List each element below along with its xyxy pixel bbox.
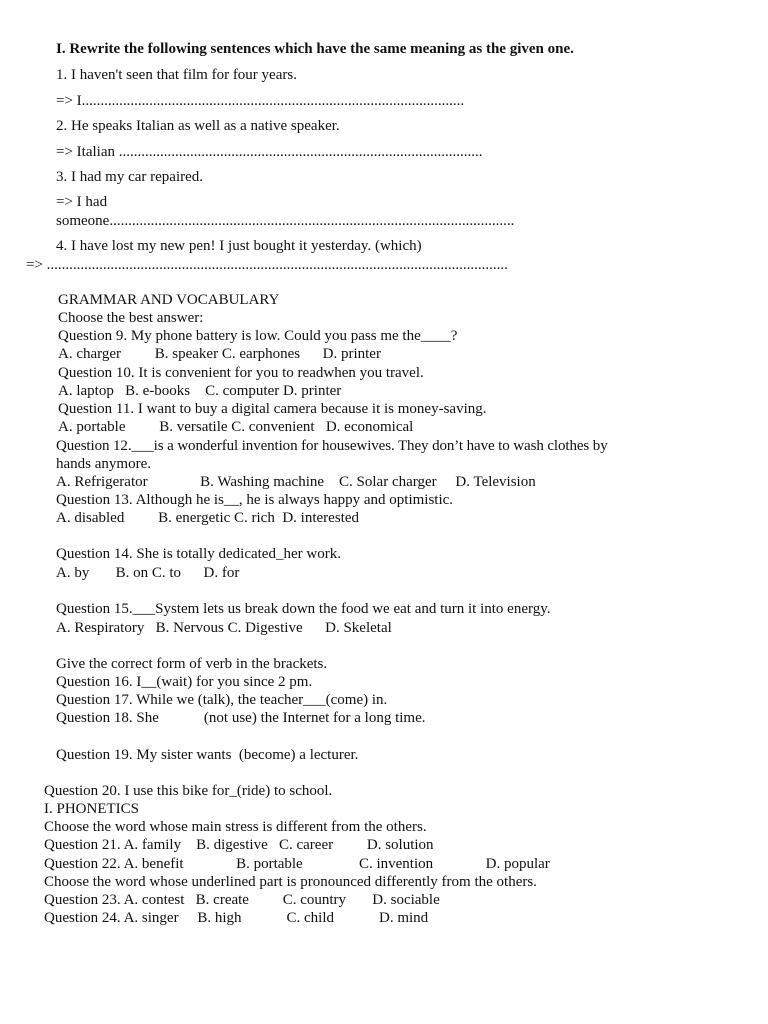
question-12-line1: Question 12.___is a wonderful invention for housewives. They don’t have to wash clothes by — [56, 438, 608, 454]
rewrite-question-2: 2. He speaks Italian as well as a native speaker. — [56, 118, 340, 134]
question-19: Question 19. My sister wants (become) a lecturer. — [56, 747, 359, 763]
question-10: Question 10. It is convenient for you to readwhen you travel. — [58, 365, 424, 381]
rewrite-question-1: 1. I haven't seen that film for four years. — [56, 67, 297, 83]
question-12-line2: hands anymore. — [56, 456, 151, 472]
question-11: Question 11. I want to buy a digital camera because it is money-saving. — [58, 401, 487, 417]
rewrite-answer-line-3b[interactable]: someone............................................................................................................ — [56, 213, 515, 229]
rewrite-answer-line-2[interactable]: => Italian ................................................................................................. — [56, 144, 483, 160]
grammar-instruction: Choose the best answer: — [58, 310, 204, 326]
question-12-options: A. Refrigerator B. Washing machine C. Solar charger D. Television — [56, 474, 536, 490]
question-17: Question 17. While we (talk), the teacher___(come) in. — [56, 692, 388, 708]
question-13: Question 13. Although he is__, he is always happy and optimistic. — [56, 492, 454, 508]
question-15-options: A. Respiratory B. Nervous C. Digestive D. Skeletal — [56, 620, 392, 636]
rewrite-heading: I. Rewrite the following sentences which have the same meaning as the given one. — [56, 41, 574, 57]
question-11-options: A. portable B. versatile C. convenient D. economical — [58, 419, 414, 435]
phonetics-instruction-pronunciation: Choose the word whose underlined part is pronounced differently from the others. — [44, 874, 537, 890]
question-14-options: A. by B. on C. to D. for — [56, 565, 240, 581]
rewrite-answer-line-3a[interactable]: => I had — [56, 194, 108, 210]
question-10-options: A. laptop B. e-books C. computer D. printer — [58, 383, 342, 399]
question-9: Question 9. My phone battery is low. Could you pass me the____? — [58, 328, 458, 344]
phonetics-instruction-stress: Choose the word whose main stress is different from the others. — [44, 819, 427, 835]
phonetics-heading: I. PHONETICS — [44, 801, 140, 817]
question-18: Question 18. She (not use) the Internet for a long time. — [56, 710, 426, 726]
rewrite-answer-line-4[interactable]: => ........................................................................................................................... — [26, 257, 508, 273]
question-13-options: A. disabled B. energetic C. rich D. interested — [56, 510, 359, 526]
question-14: Question 14. She is totally dedicated_her work. — [56, 546, 341, 562]
grammar-heading: GRAMMAR AND VOCABULARY — [58, 292, 280, 308]
question-9-options: A. charger B. speaker C. earphones D. printer — [58, 346, 381, 362]
rewrite-answer-line-1[interactable]: => I...................................................................................................... — [56, 93, 465, 109]
question-21: Question 21. A. family B. digestive C. career D. solution — [44, 837, 434, 853]
question-24: Question 24. A. singer B. high C. child D. mind — [44, 910, 429, 926]
question-15: Question 15.___System lets us break down the food we eat and turn it into energy. — [56, 601, 551, 617]
question-20: Question 20. I use this bike for_(ride) to school. — [44, 783, 333, 799]
question-16: Question 16. I__(wait) for you since 2 pm. — [56, 674, 313, 690]
rewrite-question-4: 4. I have lost my new pen! I just bought it yesterday. (which) — [56, 238, 422, 254]
question-22: Question 22. A. benefit B. portable C. invention D. popular — [44, 856, 550, 872]
question-23: Question 23. A. contest B. create C. country D. sociable — [44, 892, 440, 908]
rewrite-question-3: 3. I had my car repaired. — [56, 169, 204, 185]
verbs-instruction: Give the correct form of verb in the brackets. — [56, 656, 328, 672]
